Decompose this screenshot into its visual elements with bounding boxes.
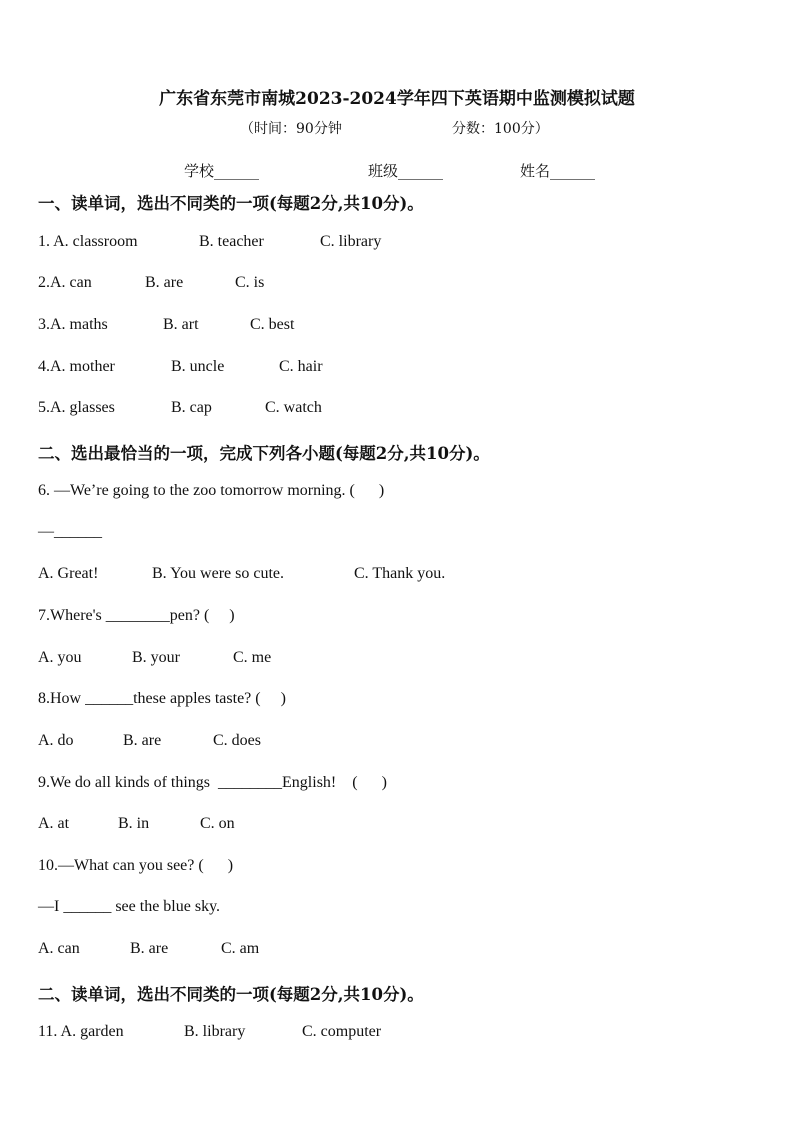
question-5-option-b: B. cap <box>171 399 212 416</box>
name-field: 姓名______ <box>520 162 596 180</box>
question-4-option-c: C. hair <box>279 358 323 375</box>
question-10-option-c: C. am <box>221 940 260 957</box>
question-5-option-c: C. watch <box>265 399 322 416</box>
question-2-option-c: C. is <box>235 274 265 291</box>
question-6-option-a: A. Great! <box>38 565 99 582</box>
question-4-option-b: B. uncle <box>171 358 225 375</box>
question-1-option-c: C. library <box>320 233 382 250</box>
question-6-blank: —______ <box>38 523 102 540</box>
question-10: 10.—What can you see? ( ) <box>38 857 234 874</box>
section-heading-1: 一、读单词，选出不同类的一项(每题2分,共10分)。 <box>38 194 424 213</box>
question-1-option-a: 1. A. classroom <box>38 233 138 250</box>
question-10-option-b: B. are <box>130 940 169 957</box>
question-3-option-b: B. art <box>163 316 199 333</box>
question-9-option-b: B. in <box>118 815 150 832</box>
question-2-option-a: 2.A. can <box>38 274 92 291</box>
question-7-option-b: B. your <box>132 649 180 666</box>
section-heading-3: 二、读单词，选出不同类的一项(每题2分,共10分)。 <box>38 985 424 1004</box>
question-6-option-b: B. You were so cute. <box>152 565 284 582</box>
question-8-option-c: C. does <box>213 732 261 749</box>
class-field: 班级______ <box>368 162 444 180</box>
question-7: 7.Where's ________pen? ( ) <box>38 607 235 624</box>
question-9-option-c: C. on <box>200 815 235 832</box>
question-2-option-b: B. are <box>145 274 184 291</box>
exam-time: （时间：90分钟 <box>240 121 342 137</box>
question-10-option-a: A. can <box>38 940 80 957</box>
question-4-option-a: 4.A. mother <box>38 358 115 375</box>
question-3-option-a: 3.A. maths <box>38 316 108 333</box>
page-title: 广东省东莞市南城2023-2024学年四下英语期中监测模拟试题 <box>159 89 635 109</box>
exam-score: 分数：100分） <box>452 121 549 137</box>
question-10-answer-line: —I ______ see the blue sky. <box>38 898 221 915</box>
question-8: 8.How ______these apples taste? ( ) <box>38 690 286 707</box>
question-6: 6. —We’re going to the zoo tomorrow morning. ( ) <box>38 482 385 499</box>
question-1-option-b: B. teacher <box>199 233 264 250</box>
section-heading-2: 二、选出最恰当的一项，完成下列各小题(每题2分,共10分)。 <box>38 444 490 463</box>
question-11-option-b: B. library <box>184 1023 246 1040</box>
question-7-option-c: C. me <box>233 649 272 666</box>
question-8-option-a: A. do <box>38 732 74 749</box>
school-field: 学校______ <box>184 162 260 180</box>
question-7-option-a: A. you <box>38 649 82 666</box>
question-11-option-c: C. computer <box>302 1023 382 1040</box>
question-9-option-a: A. at <box>38 815 70 832</box>
question-3-option-c: C. best <box>250 316 295 333</box>
question-9: 9.We do all kinds of things ________English! ( ) <box>38 774 387 791</box>
question-8-option-b: B. are <box>123 732 162 749</box>
question-6-option-c: C. Thank you. <box>354 565 446 582</box>
question-11-option-a: 11. A. garden <box>38 1023 124 1040</box>
question-5-option-a: 5.A. glasses <box>38 399 115 416</box>
